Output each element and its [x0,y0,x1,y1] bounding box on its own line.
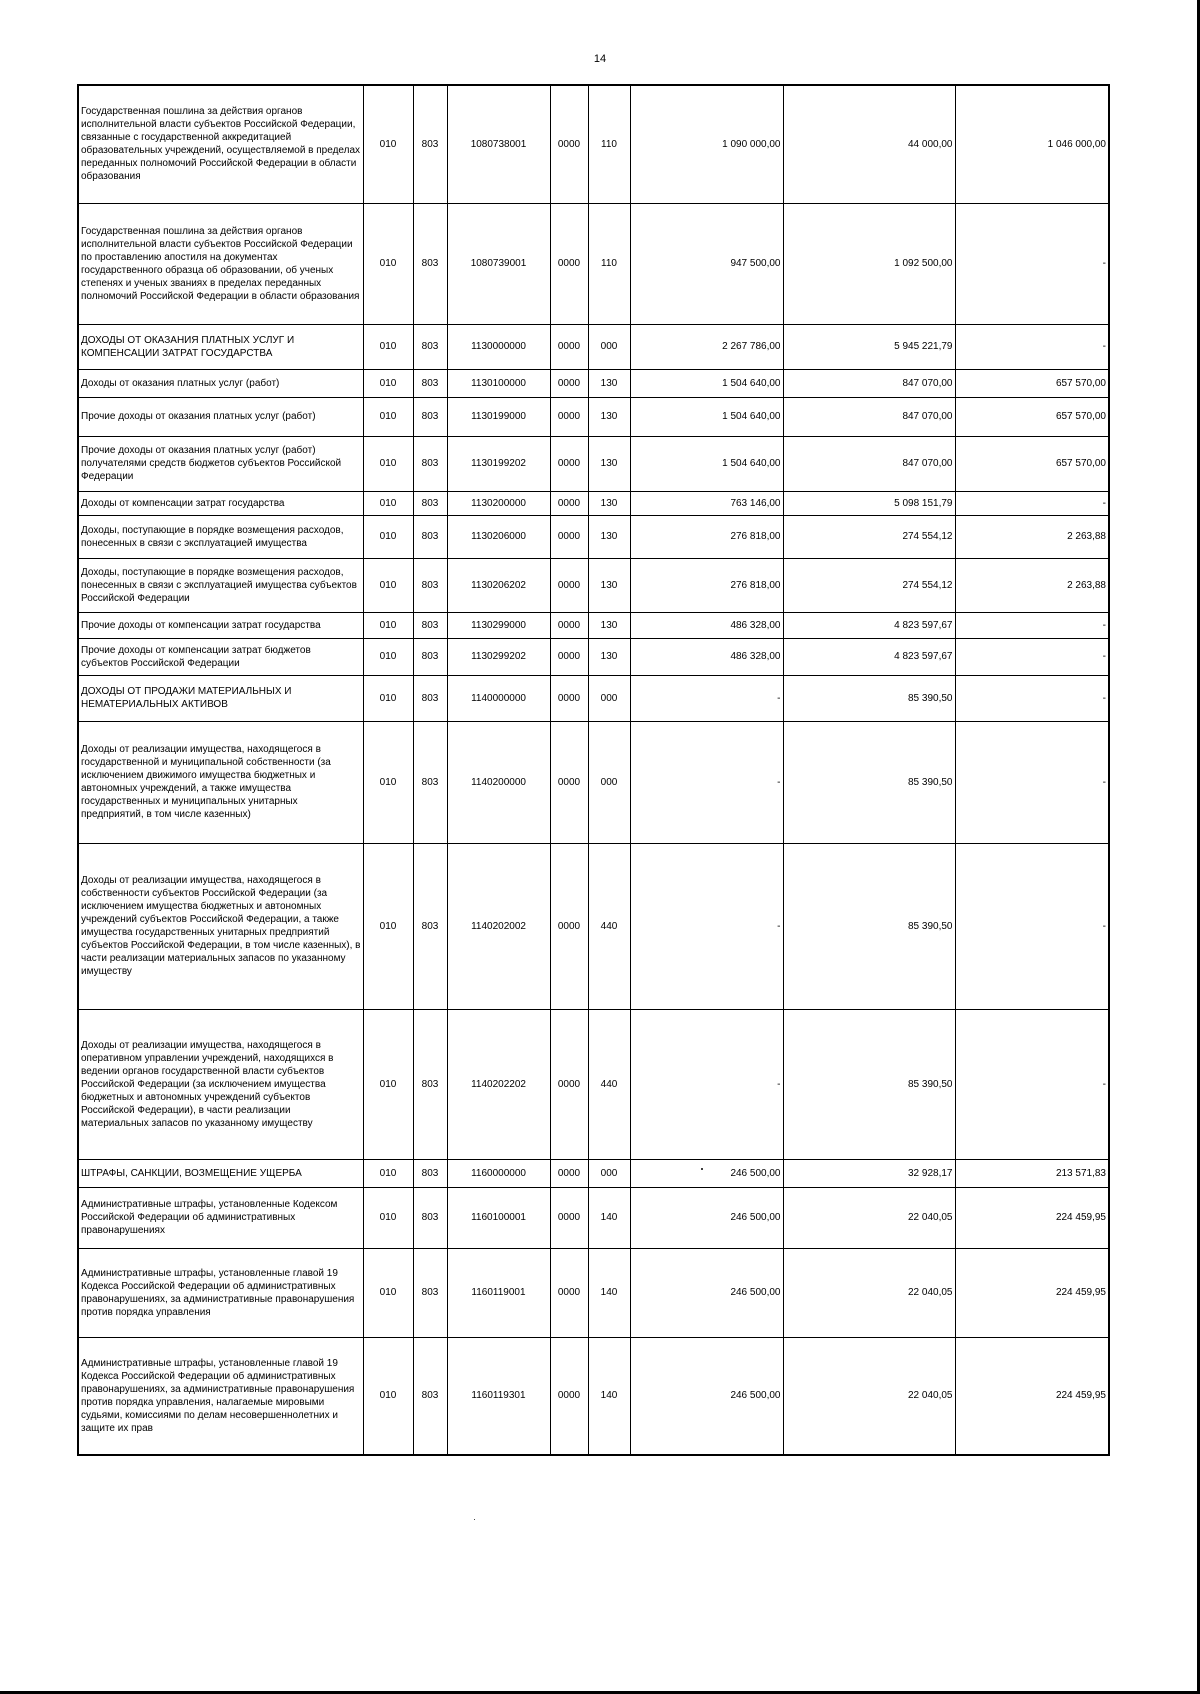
cell-kosgu: 130 [588,436,630,491]
cell-line-code: 010 [363,612,413,638]
cell-executed: 274 554,12 [783,558,955,612]
cell-kosgu: 130 [588,491,630,515]
cell-approved: 947 500,00 [630,203,783,324]
cell-admin-code: 803 [413,515,447,558]
cell-line-code: 010 [363,1159,413,1187]
table-row [78,1337,1109,1455]
cell-executed: 32 928,17 [783,1159,955,1187]
cell-name: ДОХОДЫ ОТ ПРОДАЖИ МАТЕРИАЛЬНЫХ И НЕМАТЕРИАЛЬНЫХ АКТИВОВ [78,675,363,721]
table-row [78,675,1109,721]
table-row [78,397,1109,436]
cell-name: Доходы от реализации имущества, находящегося в оперативном управлении учреждений, находящихся в ведении органов государственной власти субъектов Российской Федерации (за исключением имущества бюджетных и автономных учреждений субъектов Российской Федерации), в части реализации материальных запасов по указанному имуществу [78,1009,363,1159]
cell-revenue-code: 1160000000 [447,1159,550,1187]
cell-unexecuted: 224 459,95 [955,1248,1109,1337]
cell-unexecuted: 2 263,88 [955,558,1109,612]
cell-revenue-code: 1130206202 [447,558,550,612]
cell-subarticle: 0000 [550,397,588,436]
cell-kosgu: 110 [588,203,630,324]
cell-subarticle: 0000 [550,85,588,203]
cell-name: Доходы, поступающие в порядке возмещения расходов, понесенных в связи с эксплуатацией имущества субъектов Российской Федерации [78,558,363,612]
cell-approved: 1 504 640,00 [630,397,783,436]
cell-executed: 274 554,12 [783,515,955,558]
cell-executed: 847 070,00 [783,397,955,436]
cell-name: Доходы от реализации имущества, находящегося в государственной и муниципальной собственности (за исключением движимого имущества бюджетных и автономных учреждений, а также имущества государственных и муниципальных унитарных предприятий, в том числе казенных) [78,721,363,843]
cell-revenue-code: 1140000000 [447,675,550,721]
cell-revenue-code: 1130200000 [447,491,550,515]
cell-unexecuted: 657 570,00 [955,397,1109,436]
cell-unexecuted: - [955,324,1109,369]
table-row [78,638,1109,675]
cell-subarticle: 0000 [550,638,588,675]
cell-kosgu: 000 [588,721,630,843]
cell-admin-code: 803 [413,558,447,612]
cell-unexecuted: 224 459,95 [955,1187,1109,1248]
cell-subarticle: 0000 [550,436,588,491]
table-row [78,721,1109,843]
cell-kosgu: 130 [588,397,630,436]
cell-revenue-code: 1130100000 [447,369,550,397]
cell-approved: 276 818,00 [630,558,783,612]
table-row [78,491,1109,515]
cell-revenue-code: 1160119001 [447,1248,550,1337]
table-body [78,85,1109,1455]
cell-admin-code: 803 [413,397,447,436]
cell-line-code: 010 [363,675,413,721]
cell-admin-code: 803 [413,436,447,491]
cell-revenue-code: 1130299000 [447,612,550,638]
cell-unexecuted: - [955,1009,1109,1159]
cell-kosgu: 000 [588,675,630,721]
cell-subarticle: 0000 [550,515,588,558]
cell-admin-code: 803 [413,675,447,721]
cell-approved: - [630,675,783,721]
cell-executed: 5 098 151,79 [783,491,955,515]
cell-name: ДОХОДЫ ОТ ОКАЗАНИЯ ПЛАТНЫХ УСЛУГ И КОМПЕНСАЦИИ ЗАТРАТ ГОСУДАРСТВА [78,324,363,369]
cell-unexecuted: - [955,721,1109,843]
cell-subarticle: 0000 [550,491,588,515]
cell-admin-code: 803 [413,1159,447,1187]
cell-line-code: 010 [363,1248,413,1337]
cell-kosgu: 140 [588,1337,630,1455]
cell-name: Доходы от компенсации затрат государства [78,491,363,515]
cell-unexecuted: - [955,203,1109,324]
cell-revenue-code: 1130206000 [447,515,550,558]
cell-admin-code: 803 [413,369,447,397]
cell-subarticle: 0000 [550,203,588,324]
cell-admin-code: 803 [413,1248,447,1337]
cell-revenue-code: 1140202002 [447,843,550,1009]
cell-unexecuted: 657 570,00 [955,436,1109,491]
cell-kosgu: 440 [588,1009,630,1159]
cell-approved: 246 500,00 [630,1248,783,1337]
cell-line-code: 010 [363,1337,413,1455]
cell-name: Прочие доходы от оказания платных услуг (работ) [78,397,363,436]
cell-subarticle: 0000 [550,369,588,397]
cell-line-code: 010 [363,1009,413,1159]
cell-subarticle: 0000 [550,1248,588,1337]
cell-name: Прочие доходы от компенсации затрат бюджетов субъектов Российской Федерации [78,638,363,675]
cell-line-code: 010 [363,436,413,491]
cell-admin-code: 803 [413,491,447,515]
cell-name: Прочие доходы от оказания платных услуг (работ) получателями средств бюджетов субъектов Российской Федерации [78,436,363,491]
cell-kosgu: 130 [588,515,630,558]
cell-line-code: 010 [363,203,413,324]
table-row [78,843,1109,1009]
cell-approved: 1 504 640,00 [630,436,783,491]
cell-admin-code: 803 [413,324,447,369]
cell-subarticle: 0000 [550,324,588,369]
cell-kosgu: 130 [588,638,630,675]
cell-approved: 1 504 640,00 [630,369,783,397]
cell-name: Административные штрафы, установленные главой 19 Кодекса Российской Федерации об административных правонарушениях, за административные правонарушения против порядка управления [78,1248,363,1337]
cell-name: Доходы, поступающие в порядке возмещения расходов, понесенных в связи с эксплуатацией имущества [78,515,363,558]
cell-kosgu: 130 [588,612,630,638]
cell-admin-code: 803 [413,1009,447,1159]
cell-unexecuted: - [955,675,1109,721]
cell-kosgu: 130 [588,558,630,612]
cell-kosgu: 140 [588,1248,630,1337]
cell-revenue-code: 1160100001 [447,1187,550,1248]
cell-subarticle: 0000 [550,843,588,1009]
cell-kosgu: 140 [588,1187,630,1248]
cell-executed: 85 390,50 [783,843,955,1009]
cell-admin-code: 803 [413,612,447,638]
cell-unexecuted: 2 263,88 [955,515,1109,558]
table-row [78,1248,1109,1337]
cell-approved: 246 500,00 [630,1187,783,1248]
table-row [78,1187,1109,1248]
cell-approved: 246 500,00 [630,1337,783,1455]
cell-admin-code: 803 [413,638,447,675]
cell-admin-code: 803 [413,1187,447,1248]
cell-approved: 486 328,00 [630,612,783,638]
cell-unexecuted: 213 571,83 [955,1159,1109,1187]
cell-approved: 1 090 000,00 [630,85,783,203]
cell-approved: 2 267 786,00 [630,324,783,369]
cell-admin-code: 803 [413,721,447,843]
cell-unexecuted: - [955,638,1109,675]
cell-line-code: 010 [363,397,413,436]
table-row [78,436,1109,491]
cell-unexecuted: 1 046 000,00 [955,85,1109,203]
cell-executed: 85 390,50 [783,675,955,721]
cell-executed: 4 823 597,67 [783,612,955,638]
table-row [78,1009,1109,1159]
cell-executed: 85 390,50 [783,1009,955,1159]
cell-approved: - [630,721,783,843]
cell-admin-code: 803 [413,203,447,324]
cell-name: Административные штрафы, установленные Кодексом Российской Федерации об административных правонарушениях [78,1187,363,1248]
cell-approved: - [630,843,783,1009]
cell-revenue-code: 1140200000 [447,721,550,843]
cell-revenue-code: 1080739001 [447,203,550,324]
table-row [78,369,1109,397]
cell-executed: 1 092 500,00 [783,203,955,324]
cell-subarticle: 0000 [550,612,588,638]
cell-unexecuted: - [955,843,1109,1009]
table-row [78,1159,1109,1187]
cell-executed: 44 000,00 [783,85,955,203]
cell-line-code: 010 [363,369,413,397]
cell-line-code: 010 [363,515,413,558]
cell-executed: 22 040,05 [783,1248,955,1337]
cell-approved: 246 500,00 [630,1159,783,1187]
cell-subarticle: 0000 [550,1337,588,1455]
cell-unexecuted: 657 570,00 [955,369,1109,397]
cell-subarticle: 0000 [550,721,588,843]
cell-revenue-code: 1080738001 [447,85,550,203]
cell-executed: 847 070,00 [783,369,955,397]
cell-name: Доходы от реализации имущества, находящегося в собственности субъектов Российской Федерации (за исключением имущества бюджетных и автономных учреждений субъектов Российской Федерации, а также имущества государственных унитарных предприятий субъектов Российской Федерации, в том числе казенных), в части реализации материальных запасов по указанному имуществу [78,843,363,1009]
scan-speck [701,1168,703,1170]
cell-revenue-code: 1160119301 [447,1337,550,1455]
cell-kosgu: 110 [588,85,630,203]
cell-kosgu: 000 [588,1159,630,1187]
cell-revenue-code: 1140202202 [447,1009,550,1159]
scan-speck [474,1519,475,1520]
table-row [78,203,1109,324]
cell-kosgu: 000 [588,324,630,369]
cell-approved: 486 328,00 [630,638,783,675]
cell-kosgu: 130 [588,369,630,397]
table-row [78,515,1109,558]
cell-line-code: 010 [363,491,413,515]
cell-admin-code: 803 [413,843,447,1009]
cell-executed: 22 040,05 [783,1187,955,1248]
cell-revenue-code: 1130199202 [447,436,550,491]
cell-name: Административные штрафы, установленные главой 19 Кодекса Российской Федерации об административных правонарушениях, за административные правонарушения против порядка управления, налагаемые мировыми судьями, комиссиями по делам несовершеннолетних и защите их прав [78,1337,363,1455]
cell-subarticle: 0000 [550,675,588,721]
cell-executed: 22 040,05 [783,1337,955,1455]
table-row [78,558,1109,612]
cell-executed: 4 823 597,67 [783,638,955,675]
cell-line-code: 010 [363,324,413,369]
cell-executed: 5 945 221,79 [783,324,955,369]
cell-subarticle: 0000 [550,1159,588,1187]
cell-line-code: 010 [363,558,413,612]
page-number: 14 [593,53,607,65]
cell-approved: 763 146,00 [630,491,783,515]
cell-subarticle: 0000 [550,1009,588,1159]
cell-line-code: 010 [363,843,413,1009]
cell-revenue-code: 1130299202 [447,638,550,675]
cell-executed: 847 070,00 [783,436,955,491]
cell-name: Государственная пошлина за действия органов исполнительной власти субъектов Российской Федерации по проставлению апостиля на документах государственного образца об образовании, об ученых степенях и ученых званиях в пределах переданных полномочий Российской Федерации в области образования [78,203,363,324]
cell-subarticle: 0000 [550,1187,588,1248]
cell-kosgu: 440 [588,843,630,1009]
cell-admin-code: 803 [413,85,447,203]
cell-revenue-code: 1130199000 [447,397,550,436]
cell-line-code: 010 [363,721,413,843]
cell-executed: 85 390,50 [783,721,955,843]
table-row [78,85,1109,203]
cell-unexecuted: 224 459,95 [955,1337,1109,1455]
cell-revenue-code: 1130000000 [447,324,550,369]
cell-name: Государственная пошлина за действия органов исполнительной власти субъектов Российской Федерации, связанные с государственной аккредитацией образовательных учреждений, осуществляемой в пределах переданных полномочий Российской Федерации в области образования [78,85,363,203]
cell-name: Прочие доходы от компенсации затрат государства [78,612,363,638]
cell-line-code: 010 [363,638,413,675]
revenue-table [77,84,1110,1456]
table-row [78,324,1109,369]
cell-name: ШТРАФЫ, САНКЦИИ, ВОЗМЕЩЕНИЕ УЩЕРБА [78,1159,363,1187]
cell-subarticle: 0000 [550,558,588,612]
cell-unexecuted: - [955,491,1109,515]
cell-line-code: 010 [363,85,413,203]
cell-name: Доходы от оказания платных услуг (работ) [78,369,363,397]
cell-approved: - [630,1009,783,1159]
cell-approved: 276 818,00 [630,515,783,558]
table-row [78,612,1109,638]
cell-unexecuted: - [955,612,1109,638]
cell-line-code: 010 [363,1187,413,1248]
cell-admin-code: 803 [413,1337,447,1455]
